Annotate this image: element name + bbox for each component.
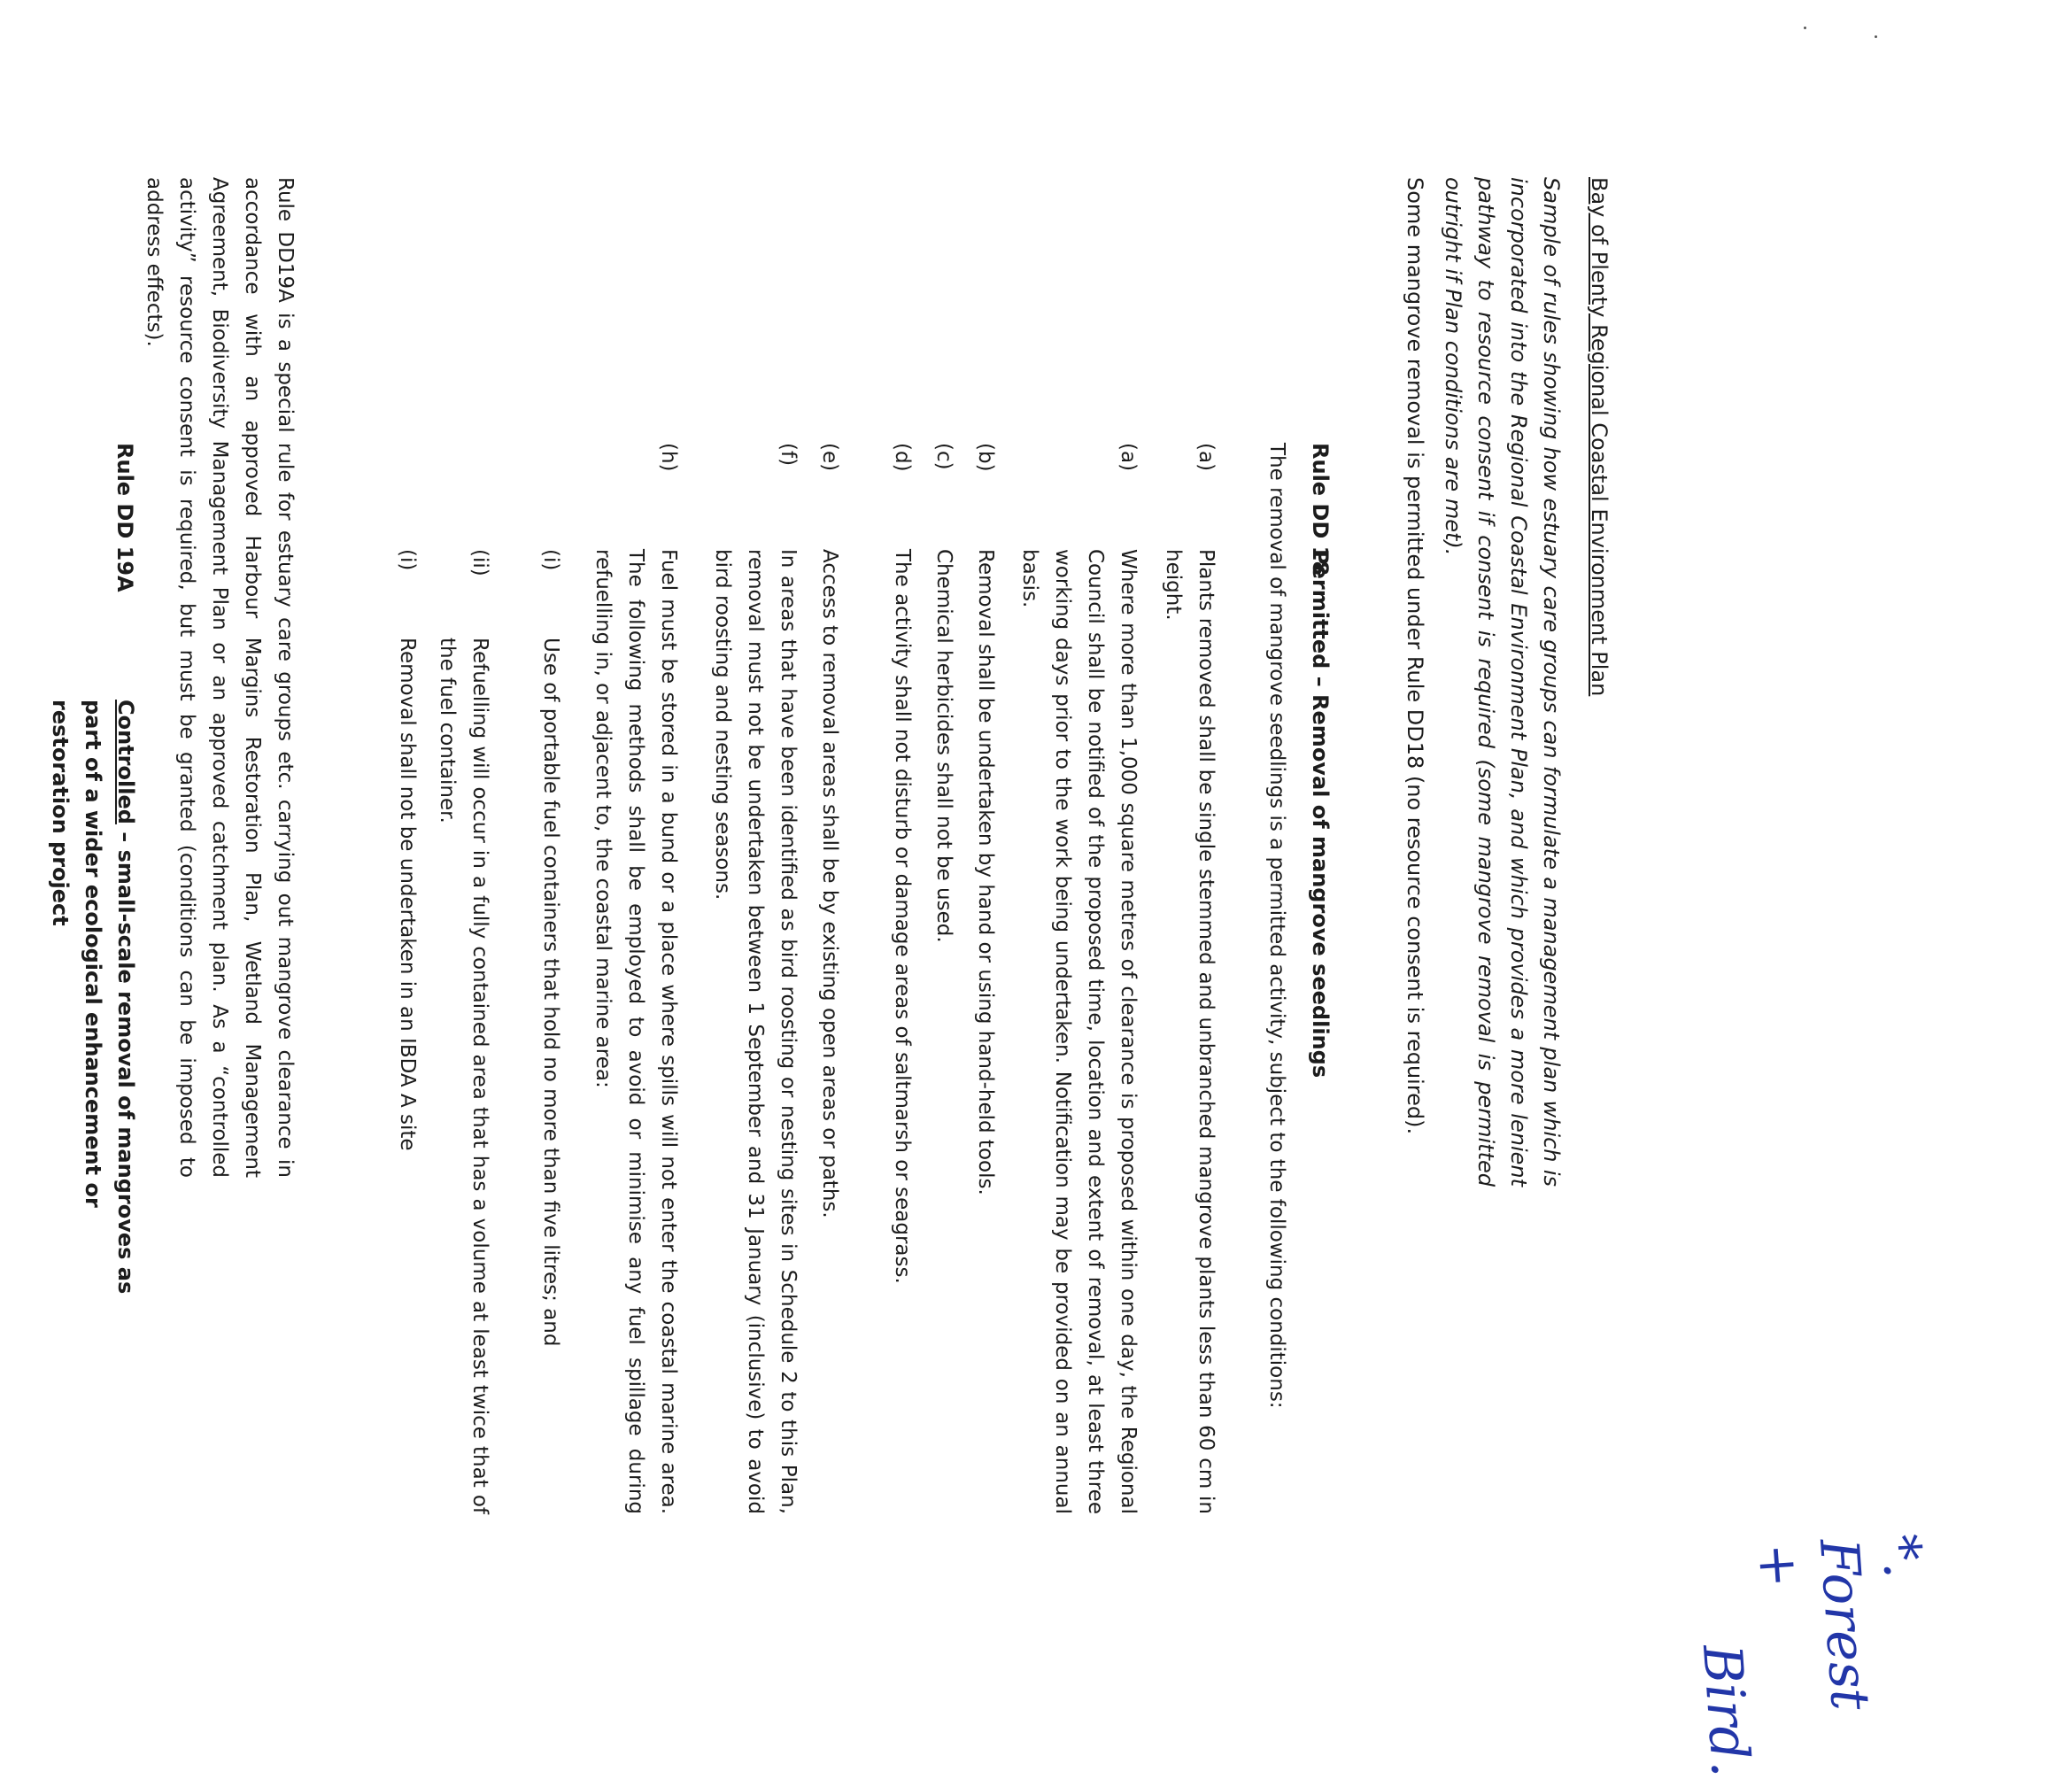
condition-text: The activity shall not disturb or damage areas of saltmarsh or seagrass. <box>891 549 914 1284</box>
condition-label: (a) <box>1117 443 1140 472</box>
condition-text: Chemical herbicides shall not be used. <box>932 549 955 943</box>
rule-dd18-title: Permitted – Removal of mangrove seedlings <box>1308 549 1333 1079</box>
scan-speck <box>1875 35 1877 38</box>
handwritten-note <box>1683 1533 1946 1779</box>
subcondition-label: (ii) <box>468 549 491 576</box>
condition-text: Access to removal areas shall be by existing open areas or paths. <box>818 549 841 1218</box>
condition-text: In areas that have been identified as bird roosting or nesting sites in Schedule 2 to this Plan, removal must not be undertaken between 1 September and 31 January (inclusive) to avoid bird roosting and nesting seasons. <box>711 549 800 1514</box>
condition-label: (e) <box>818 443 841 472</box>
rule-dd19a-title-controlled: Controlled <box>113 700 138 824</box>
handwritten-note-line-1: *. Forest + <box>1745 1532 1935 1713</box>
rule-dd18-number: Rule DD 18 <box>1308 443 1333 576</box>
condition-text: Fuel must be stored in a bund or a place where spills will not enter the coastal marine area. The following methods shall be employed to avoid or minimise any fuel spillage during refuelling in, or adjacent to, the coastal marine area: <box>591 549 680 1514</box>
condition-label: (a) <box>1194 443 1218 472</box>
subcondition-text: Refuelling will occur in a fully contained area that has a volume at least twice that of the fuel container. <box>436 638 491 1514</box>
condition-label: (f) <box>777 443 800 467</box>
scan-speck <box>1804 27 1806 29</box>
condition-label: (b) <box>974 443 997 472</box>
document-heading: Bay of Plenty Regional Coastal Environment Plan <box>1587 177 1612 697</box>
handwritten-note-line-2: Bird. <box>1689 1642 1762 1779</box>
condition-label: (d) <box>891 443 914 472</box>
subcondition-text: Removal shall not be undertaken in an IBDA A site <box>396 638 419 1151</box>
permitted-note: Some mangrove removal is permitted under Rule DD18 (no resource consent is required). <box>1403 177 1427 1135</box>
rule-dd19a-explanation: Rule DD19A is a special rule for estuary care groups etc. carrying out mangrove clearance in accordance with an approved Harbour Margins Restoration Plan, Wetland Management Agreement, Biodiversity Management Plan or an approved catchment plan. As a “controlled activity” resource consent is required, but must be granted (conditions can be imposed to address effects). <box>143 177 297 1178</box>
rule-dd18-intro: The removal of mangrove seedlings is a permitted activity, subject to the following conditions: <box>1265 443 1288 1409</box>
intro-paragraph: Sample of rules showing how estuary care groups can formulate a management plan which is incorporated into the Regional Coastal Environment Plan, and which provides a more lenient pathway to resource consent if consent is required (some mangrove removal is permitted outright if Plan conditions are met). <box>1441 177 1564 1187</box>
subcondition-text: Use of portable fuel containers that hold no more than five litres; and <box>539 638 562 1347</box>
condition-text: Removal shall be undertaken by hand or using hand-held tools. <box>974 549 997 1195</box>
subcondition-label: (i) <box>396 549 419 571</box>
condition-text: Where more than 1,000 square metres of clearance is proposed within one day, the Regional Council shall be notified of the proposed time, location and extent of removal, at least three working days prior to the work being undertaken. Notification may be provided on an annual basis. <box>1018 549 1140 1514</box>
rule-dd19a-number: Rule DD 19A <box>112 443 137 592</box>
rule-dd19a-title <box>43 700 142 1311</box>
subcondition-label: (i) <box>539 549 562 571</box>
condition-text: Plants removed shall be single stemmed and unbranched mangrove plants less than 60 cm in height. <box>1162 549 1218 1514</box>
condition-label: (c) <box>932 443 955 470</box>
rule-dd19a-title-rest: – small-scale removal of mangroves as part of a wider ecological enhancement or restoration project <box>48 700 138 1295</box>
condition-label: (h) <box>657 443 680 472</box>
